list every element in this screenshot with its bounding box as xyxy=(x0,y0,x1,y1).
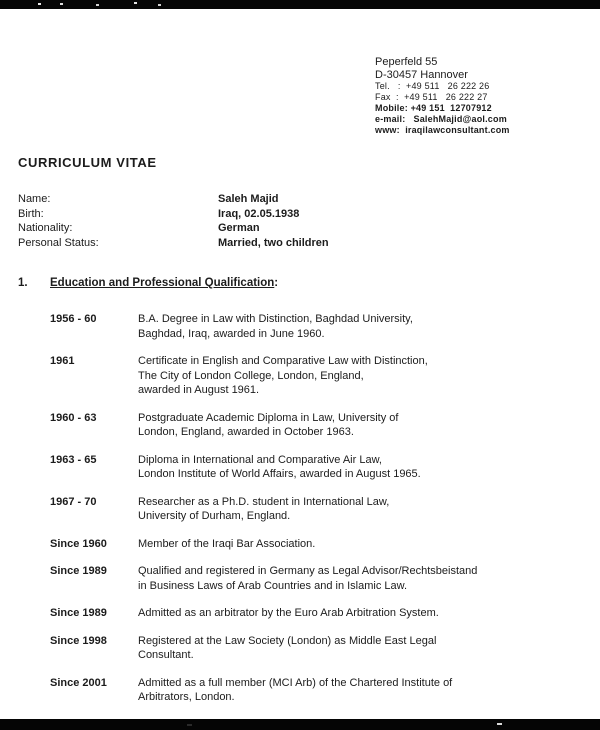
entry-row xyxy=(50,606,586,621)
cv-document-page xyxy=(0,9,600,718)
entry-row xyxy=(50,495,586,524)
entry-text: Researcher as a Ph.D. student in International Law, University of Durham, England. xyxy=(138,495,390,522)
entry-text: Certificate in English and Comparative Law with Distinction, The City of London College, London, England, awarded in August 1961. xyxy=(138,355,428,396)
section-title-colon: : xyxy=(274,277,279,289)
entry-row xyxy=(50,564,586,593)
personal-row-name xyxy=(18,192,586,207)
entry-text: Admitted as a full member (MCI Arb) of the Chartered Institute of Arbitrators, London. xyxy=(138,676,453,703)
entry-text: Registered at the Law Society (London) as Middle East Legal Consultant. xyxy=(138,634,437,661)
entry-period: Since 1960 xyxy=(50,537,107,550)
entry-period: 1956 - 60 xyxy=(50,313,97,325)
entry-row xyxy=(50,354,586,398)
entry-text: B.A. Degree in Law with Distinction, Baghdad University, Baghdad, Iraq, awarded in June 1960. xyxy=(138,313,413,340)
entry-row xyxy=(50,411,586,440)
personal-row-birth xyxy=(18,207,586,222)
name-value: Saleh Majid xyxy=(218,193,279,205)
scan-artifact-bar-top xyxy=(0,0,600,9)
entry-period: 1967 - 70 xyxy=(50,495,97,508)
section-title: Education and Professional Qualification xyxy=(50,277,275,289)
status-label: Personal Status: xyxy=(18,236,99,249)
personal-row-nationality xyxy=(18,221,586,236)
contact-block xyxy=(375,56,586,136)
nationality-value: German xyxy=(218,222,260,234)
contact-website: www: iraqilawconsultant.com xyxy=(375,125,510,135)
entry-text: Postgraduate Academic Diploma in Law, University of London, England, awarded in October 1963. xyxy=(138,411,399,438)
entry-period: Since 1998 xyxy=(50,634,107,647)
entry-row xyxy=(50,453,586,482)
name-label: Name: xyxy=(18,193,51,205)
entry-period: Since 1989 xyxy=(50,607,107,619)
personal-row-status xyxy=(18,236,586,251)
entry-row xyxy=(50,676,586,705)
entry-period: 1960 - 63 xyxy=(50,411,97,424)
entry-period: Since 1989 xyxy=(50,565,107,577)
section-heading xyxy=(18,277,586,289)
section-number: 1. xyxy=(18,277,28,289)
birth-label: Birth: xyxy=(18,207,44,220)
personal-info xyxy=(18,192,586,250)
scan-artifact-bar-bottom xyxy=(0,719,600,730)
birth-value: Iraq, 02.05.1938 xyxy=(218,207,300,220)
contact-email: e-mail: SalehMajid@aol.com xyxy=(375,114,507,124)
entry-text: Qualified and registered in Germany as Legal Advisor/Rechtsbeistand in Business Laws of Arab Countries and in Islamic Law. xyxy=(138,565,478,592)
entry-row xyxy=(50,537,586,552)
entry-period: Since 2001 xyxy=(50,676,107,689)
contact-mobile: Mobile: +49 151 12707912 xyxy=(375,103,492,113)
status-value: Married, two children xyxy=(218,236,329,249)
entry-text: Diploma in International and Comparative Air Law, London Institute of World Affairs, awarded in August 1965. xyxy=(138,453,421,480)
entry-text: Member of the Iraqi Bar Association. xyxy=(138,537,316,550)
entry-period: 1961 xyxy=(50,355,75,367)
entry-row xyxy=(50,634,586,663)
education-entries xyxy=(50,312,586,705)
contact-street: Peperfeld 55 xyxy=(375,56,438,68)
entry-text: Admitted as an arbitrator by the Euro Arab Arbitration System. xyxy=(138,607,439,619)
entry-row xyxy=(50,312,586,341)
entry-period: 1963 - 65 xyxy=(50,453,97,466)
contact-tel: Tel. : +49 511 26 222 26 xyxy=(375,81,490,91)
page-title: CURRICULUM VITAE xyxy=(18,155,157,170)
nationality-label: Nationality: xyxy=(18,222,73,234)
contact-city: D-30457 Hannover xyxy=(375,68,468,81)
contact-fax: Fax : +49 511 26 222 27 xyxy=(375,92,488,102)
